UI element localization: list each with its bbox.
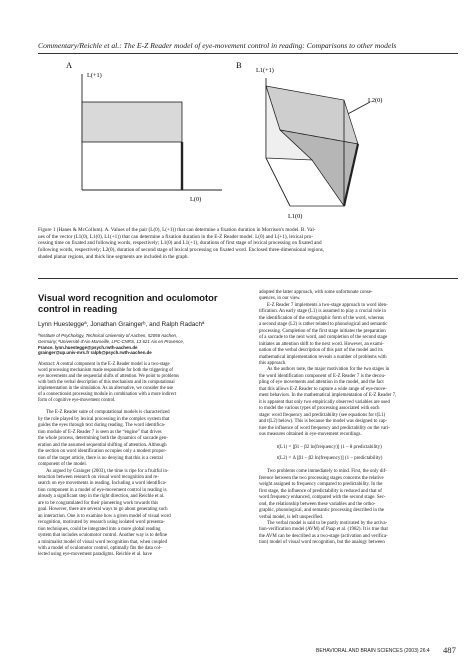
equations <box>277 445 459 462</box>
body-line: quences, in our view. <box>259 296 301 302</box>
body-line: initiates an attention shift to the next word. However, an exami- <box>259 341 384 347</box>
abstract-line: Abstract: A central component in the E-Z Reader model is a two-stage <box>38 361 170 367</box>
figure-panel-b <box>232 56 412 222</box>
body-line: guides the eyes through text during reading. The word identifica- <box>38 423 166 429</box>
caption-line: following words, respectively; L2(0), duration of second stage of lexical processing on fixated word. Enclosed three-dimensional regions, <box>38 247 325 254</box>
panel-b-label-l1-next: L1(+1) <box>256 67 274 74</box>
body-line: a minimalist model of visual word recognition that, when coupled <box>38 539 168 545</box>
title-line: control in reading <box>38 303 118 314</box>
abstract-line: with both the verbal description of this mechanism and its computational <box>38 380 175 386</box>
equation: t(L1) = [β1 – β2 ln(frequency)] (1 – θ predictability) <box>277 445 382 451</box>
abstract-line: implementation in the simulation. As an alternative, we consider the use <box>38 386 174 392</box>
body-line: this approach. <box>259 360 287 366</box>
body-line: ference between the two processing stages concerns the relative <box>259 475 384 481</box>
body-line: stage: word frequency and predictability (see equations for t(L1) <box>259 412 386 418</box>
body-line: weight assigned to frequency compared to predictability. In the <box>259 482 383 488</box>
body-line: As the authors note, the major motivation for the two stages in <box>267 367 390 373</box>
body-line: processing. Completion of the first stage initiates the preparation <box>259 328 386 334</box>
body-line: tion) model of visual word recognition, but the analogy between <box>259 540 385 546</box>
header-rule <box>38 53 458 54</box>
body-line: the section on word identification occupies only a modest propor- <box>38 449 167 455</box>
body-paragraph <box>38 469 243 559</box>
abstract-line: of a connectionist processing module in combination with a more indirect <box>38 392 177 398</box>
body-line: by the role played by lexical processing in the complex system that <box>38 416 170 422</box>
body-line: graphic, phonological, and semantic processing described in the <box>259 508 385 514</box>
section-rule <box>38 278 458 279</box>
caption-line: shaded planar regions, and thick line segments are included in the graph. <box>38 253 189 260</box>
panel-a-y-label: L(+1) <box>87 72 102 79</box>
panel-b-label-l2-fixated: L2(0) <box>368 97 383 104</box>
panel-a-region <box>82 102 182 142</box>
email-line: grainger@up.univ-mrs.fr ralph@psych.rwth-aachen.de <box>38 350 152 356</box>
body-line: ond, the relationship between these variables and the ortho- <box>259 501 376 507</box>
panel-b-axis-down <box>266 158 290 206</box>
body-line: first stage, the influence of predictability is reduced and that of <box>259 488 382 494</box>
body-paragraph <box>259 469 459 521</box>
body-line: ment behaviors. In the mathematical implementation of E-Z Reader 7, <box>259 393 397 399</box>
abstract-line: eye movements and the sequential shifts of attention. We point to problems <box>38 374 179 380</box>
body-line: goal. However, there are several ways to go about generating such <box>38 507 168 513</box>
left-column <box>38 292 243 559</box>
body-line: already a significant step in the right direction, and Reichle et al. <box>38 494 165 500</box>
body-line: the word identification component of E-Z Reader 7 is the decou- <box>259 373 386 379</box>
body-line: it is apparent that only two empirically observed variables are used <box>259 399 390 405</box>
panel-a-x-label: L(0) <box>190 196 202 203</box>
body-paragraph <box>38 410 243 468</box>
body-line: the AVM can be described as a two-stage (activation and verifica- <box>259 533 388 539</box>
affiliation-line: Germany; ᵇUniversité d'Aix-Marseille, LPC-CNRS, 13 621 Aix en Provence, <box>38 339 185 345</box>
body-line: The E-Z Reader suite of computational models is characterized <box>46 410 170 416</box>
body-line: a second stage (L2) is rather related to phonological and semantic <box>259 322 388 328</box>
caption-line: Figure 1 (Hanes & McCollum). A. Values of the pair (L(0), L(+1)) that can determine a fixation duration in Morrison's model. B. Val- <box>38 227 316 233</box>
body-line: pling of eye movements and attention in the model, and the fact <box>259 380 384 386</box>
body-line: The verbal model is said to be partly motivated by the activa- <box>267 520 388 526</box>
affiliation-line: ªInstitute of Psychology, Technical University of Aachen, 52056 Aachen, <box>38 333 178 339</box>
body-line: word frequency enhanced, compared with the second stage. Sec- <box>259 495 386 501</box>
caption-line: cessing time on fixated and following words, respectively; L1(0) and L1(+1), durations of first stage of lexical processing on fixated and <box>38 240 322 247</box>
body-paragraph <box>259 367 459 438</box>
journal-footer: BEHAVIORAL AND BRAIN SCIENCES (2003) 26:4 <box>316 648 430 654</box>
email-line: France. lynn.huestegge@psych.rwth-aachen.de <box>38 344 138 350</box>
page-number: 487 <box>443 645 456 655</box>
body-line: mathematical implementation reveals a number of problems with <box>259 354 387 360</box>
body-line: are to be congratulated for their pioneering work towards this <box>38 500 159 506</box>
body-line: ture the influence of word frequency and predictability on the vari- <box>259 425 390 431</box>
body-line: tion techniques, could be integrated into a more global reading <box>38 526 161 532</box>
body-line: tion of the target article, there is no denying that this is a central <box>38 455 163 461</box>
body-paragraph <box>259 303 459 368</box>
body-line: tification. An early stage (L1) is assumed to play a crucial role in <box>259 309 386 315</box>
body-line: an interaction. One is to examine how a given model of visual word <box>38 513 171 519</box>
body-paragraph <box>259 290 459 303</box>
figure-caption <box>38 227 458 261</box>
abstract-line: word processing mechanism made responsible for both the triggering of <box>38 367 173 373</box>
body-line: ous measures obtained in eye-movement recordings. <box>259 431 362 437</box>
right-column <box>259 290 459 547</box>
body-line: eration and the assumed sequential shifting of attention. Although <box>38 442 167 448</box>
article-title <box>38 292 243 314</box>
article-authors: Lynn Huesteggeª, Jonathan Graingerᵇ, and Ralph Radachª <box>38 321 205 328</box>
body-line: lected using eye-movement paradigms. Reichle et al. have <box>38 552 152 558</box>
body-line: and t(L2) below). This is because the model was designed to cap- <box>259 419 388 425</box>
body-line: tion component in a model of eye-movement control in reading is <box>38 487 167 493</box>
figure-panel-a <box>60 58 230 206</box>
body-line: Two problems come immediately to mind. First, the only dif- <box>267 469 387 475</box>
running-header: Commentary/Reichle et al.: The E-Z Reader model of eye-movement control in reading: Comparisons to other models <box>38 41 397 50</box>
panel-b-label: B <box>236 60 242 70</box>
body-paragraph <box>259 521 459 547</box>
equation: t(L2) = Δ [β1 – β2 ln(frequency)] (1 – predictability) <box>277 455 383 461</box>
body-line: that this allows E-Z Reader to capture a wide range of eye-move- <box>259 386 387 392</box>
body-line: with a model of oculomotor control, optimally fits the data col- <box>38 546 162 551</box>
caption-line: ues of the vector (L1(0), L1(0), L1(+1)) that can determine a fixation duration in the E-Z Reader model. L(0) and L(+1), lexical pro- <box>38 233 313 240</box>
body-line: component of the model. <box>38 462 87 468</box>
body-line: recognition, motivated by research using isolated word presenta- <box>38 520 165 526</box>
body-line: tion-verification model (AVM) of Paap et al. (1982). It is true that <box>259 527 388 533</box>
abstract-line: form of cognitive eye-movement control. <box>38 398 116 404</box>
body-line: of a saccade to the next word, and completion of the second stage <box>259 335 388 341</box>
author-affiliations <box>38 333 243 355</box>
body-line: to model the various types of processing associated with each <box>259 406 380 412</box>
panel-b-label-l1-fixated: L1(0) <box>288 213 303 220</box>
body-line: E-Z Reader 7 implements a two-stage approach to word iden- <box>267 302 388 308</box>
abstract <box>38 362 243 405</box>
body-line: the whole process, determining both the dynamics of saccade gen- <box>38 436 168 442</box>
body-line: verbal model, is left unspecified. <box>259 514 324 520</box>
panel-a-label: A <box>66 60 73 70</box>
body-line: nation of the verbal description of this part of the model and its <box>259 348 383 354</box>
body-line: As argued by Grainger (2003), the time is ripe for a fruitful in- <box>46 468 169 474</box>
body-line: tion module of E-Z Reader 7 is seen as the “engine” that drives <box>38 429 162 435</box>
body-line: teraction between research on visual word recognition and re- <box>38 475 159 481</box>
body-line: system that includes oculomotor control. Another way is to define <box>38 533 168 539</box>
body-line: adopted the latter approach, with some unfortunate conse- <box>259 290 373 295</box>
body-line: search on eye movements in reading. Including a word identifica- <box>38 481 167 487</box>
title-line: Visual word recognition and oculomotor <box>38 292 218 303</box>
body-line: the identification of the orthographic form of the word, whereas <box>259 315 384 321</box>
